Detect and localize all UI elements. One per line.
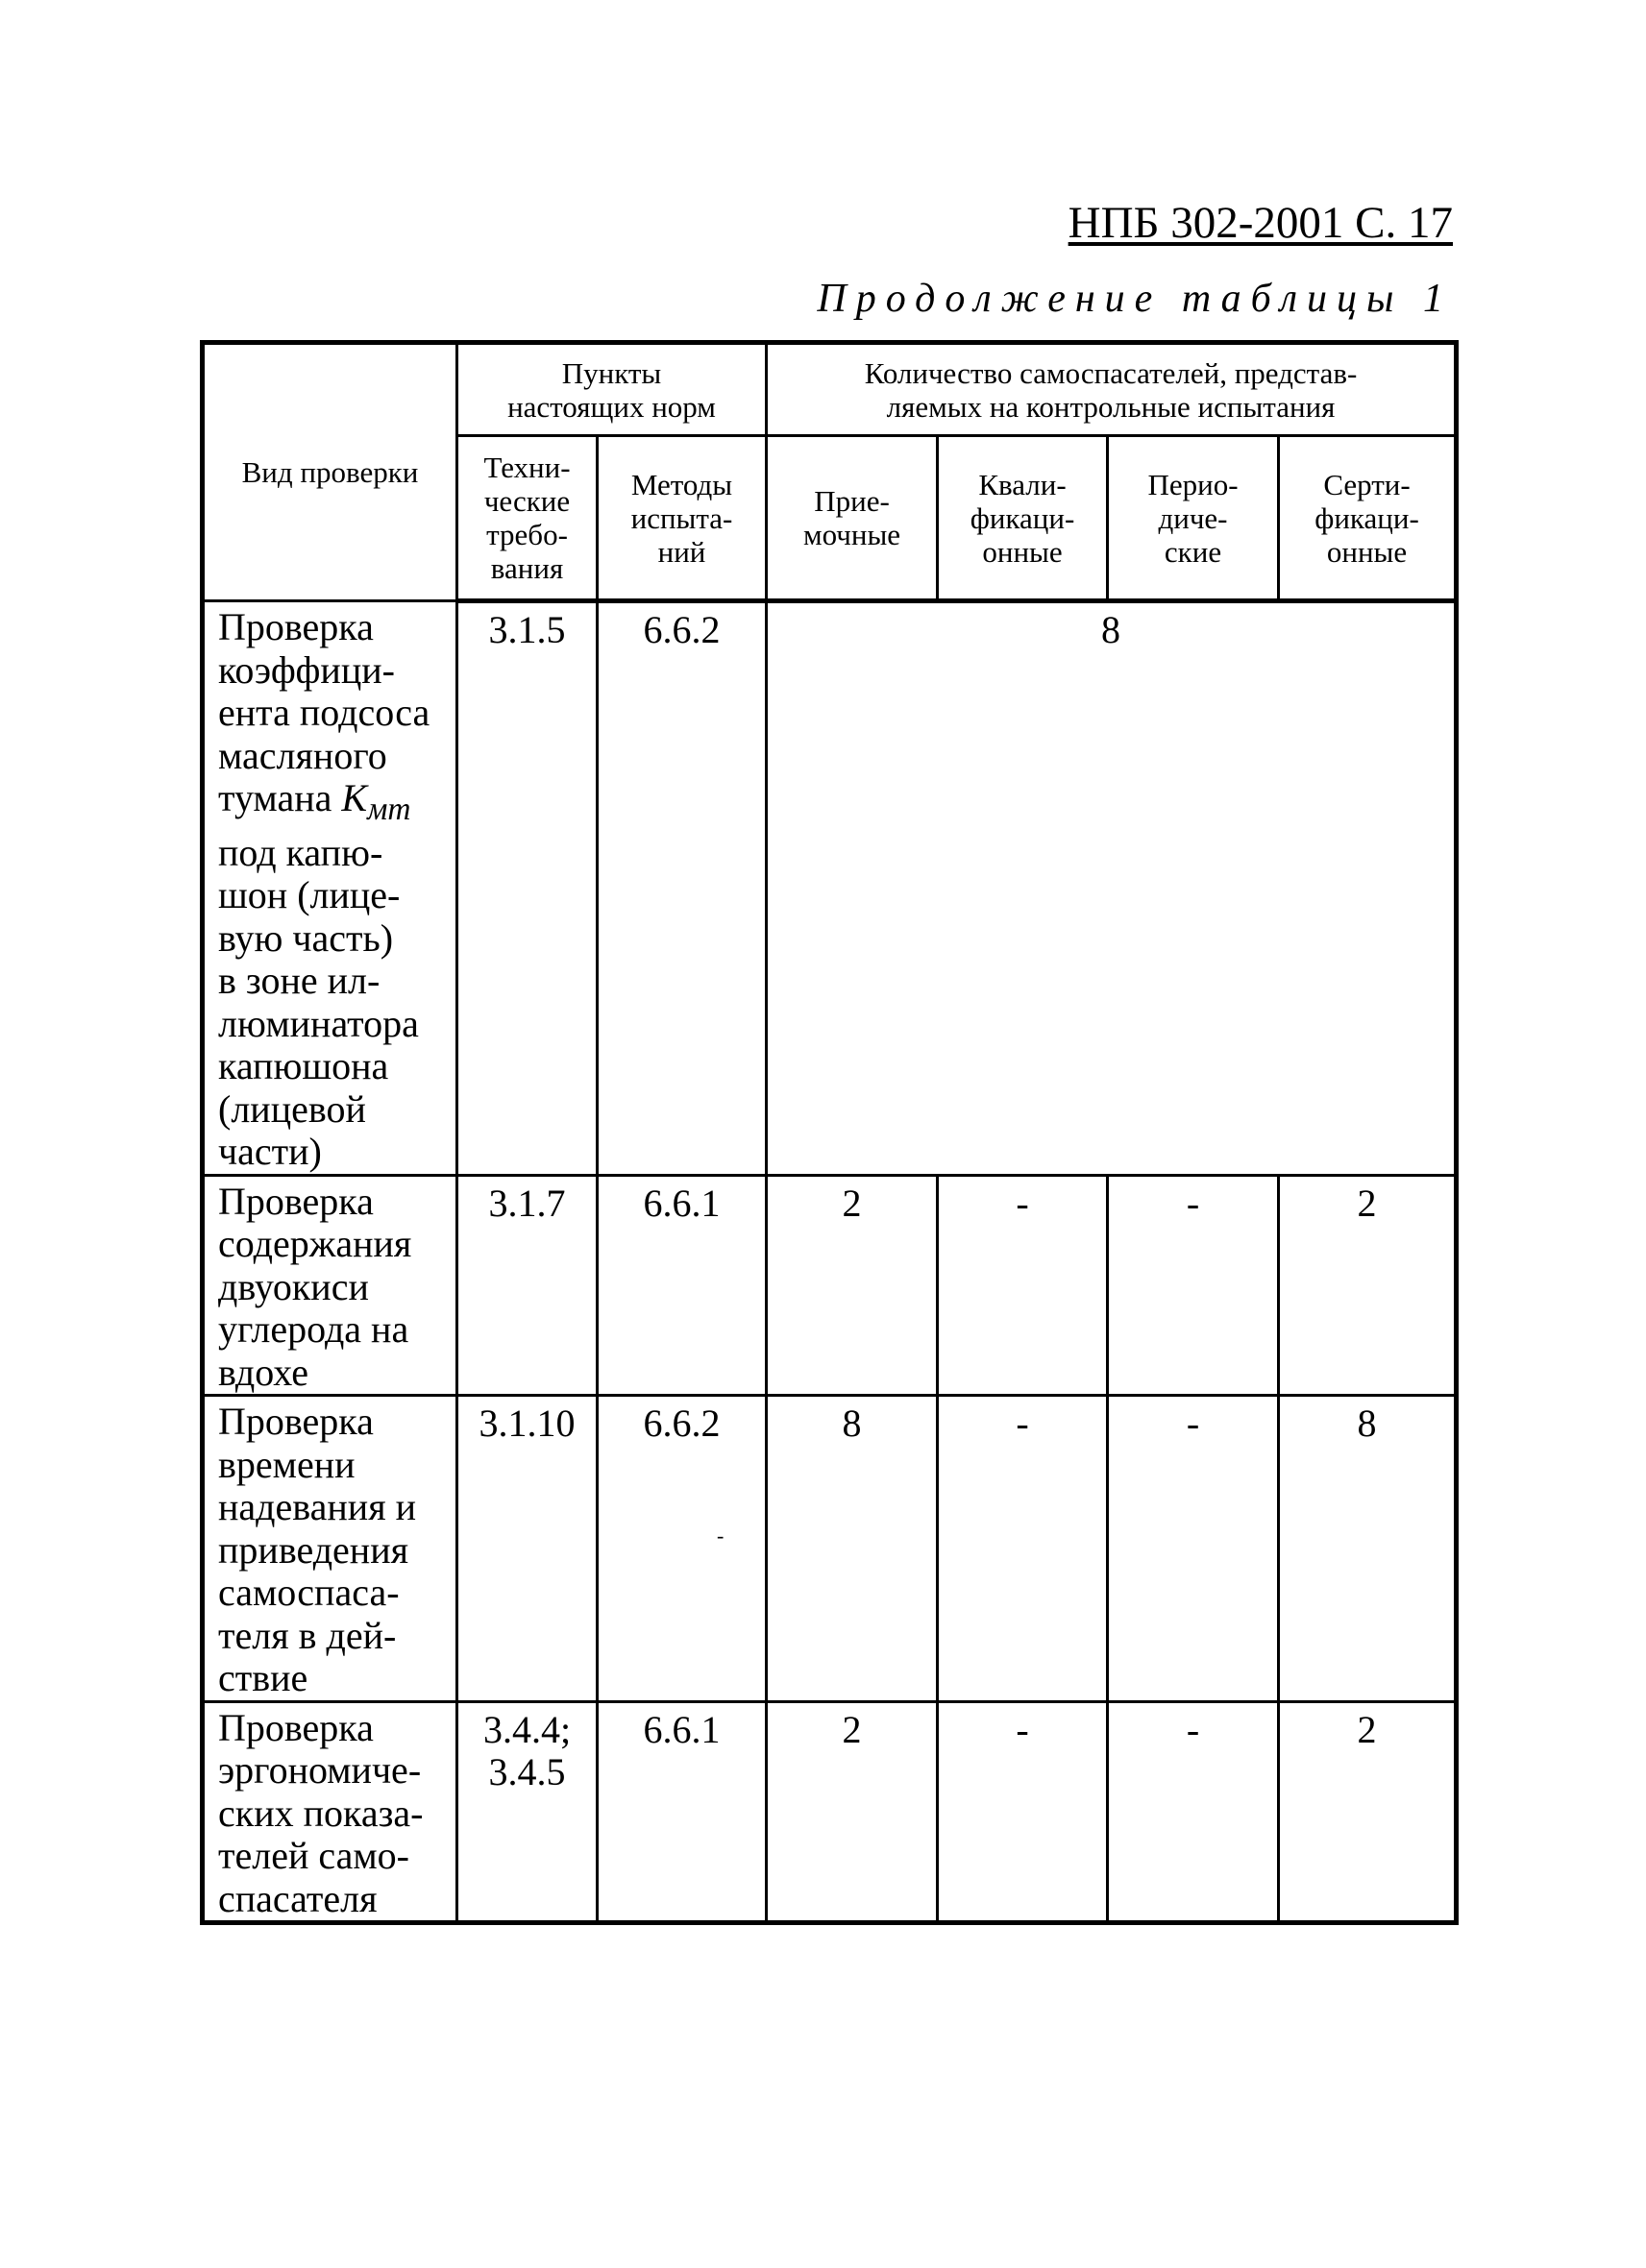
certification-cell: 2 xyxy=(1279,1701,1457,1923)
header-periodic: Перио- диче- ские xyxy=(1108,436,1279,601)
header-group-kolichestvo: Количество самоспасателей, представ- ляемых на контрольные испытания xyxy=(767,343,1457,436)
row-label: Проверка коэффици- ента подсоса масляного тумана $K_{мт}$ под капю- шон (лице- вую часть) в зоне ил- люминатора капюшона (лицевой части) xyxy=(203,601,457,1176)
table-row xyxy=(203,1701,1457,1923)
periodic-cell: - xyxy=(1108,1175,1279,1396)
table-row xyxy=(203,1396,1457,1702)
table-row xyxy=(203,601,1457,1176)
qualification-cell: - xyxy=(938,1175,1108,1396)
tests-table xyxy=(200,340,1459,1925)
qualification-cell: - xyxy=(938,1701,1108,1923)
header-acceptance: Прие- мочные xyxy=(767,436,938,601)
qualification-cell: - xyxy=(938,1396,1108,1702)
tech-cell: 3.1.10 xyxy=(457,1396,598,1702)
acceptance-cell: 2 xyxy=(767,1175,938,1396)
header-group-punkty: Пункты настоящих норм xyxy=(457,343,767,436)
header-qualification: Квали- фикаци- онные xyxy=(938,436,1108,601)
tech-cell: 3.1.5 xyxy=(457,601,598,1176)
certification-cell: 2 xyxy=(1279,1175,1457,1396)
row-label: Проверка содержания двуокиси углерода на вдохе xyxy=(203,1175,457,1396)
method-cell: 6.6.2 xyxy=(598,1396,767,1702)
row-label: Проверка эргономиче- ских показа- телей само- спасателя xyxy=(203,1701,457,1923)
header-certification: Серти- фикаци- онные xyxy=(1279,436,1457,601)
acceptance-cell: 2 xyxy=(767,1701,938,1923)
row-label: Проверка времени надевания и приведения самоспаса- теля в дей- ствие xyxy=(203,1396,457,1702)
tech-cell: 3.4.4; 3.4.5 xyxy=(457,1701,598,1923)
page-reference: НПБ 302-2001 С. 17 xyxy=(1068,198,1453,248)
periodic-cell: - xyxy=(1108,1701,1279,1923)
merged-quantity-cell: 8 xyxy=(767,601,1457,1176)
k-symbol: $K_{мт}$ xyxy=(341,776,411,827)
table-caption: Продолжение таблицы 1 xyxy=(817,277,1453,321)
header-test-methods: Методы испыта- ний xyxy=(598,436,767,601)
acceptance-cell: 8 xyxy=(767,1396,938,1702)
method-cell: 6.6.2 xyxy=(598,601,767,1176)
tech-cell: 3.1.7 xyxy=(457,1175,598,1396)
stray-mark: - xyxy=(717,1524,725,1548)
certification-cell: 8 xyxy=(1279,1396,1457,1702)
method-cell: 6.6.1 xyxy=(598,1175,767,1396)
periodic-cell: - xyxy=(1108,1396,1279,1702)
header-vid-proverki: Вид проверки xyxy=(203,343,457,601)
method-cell: 6.6.1 xyxy=(598,1701,767,1923)
table-row xyxy=(203,1175,1457,1396)
header-tech-requirements: Техни- ческие требо- вания xyxy=(457,436,598,601)
